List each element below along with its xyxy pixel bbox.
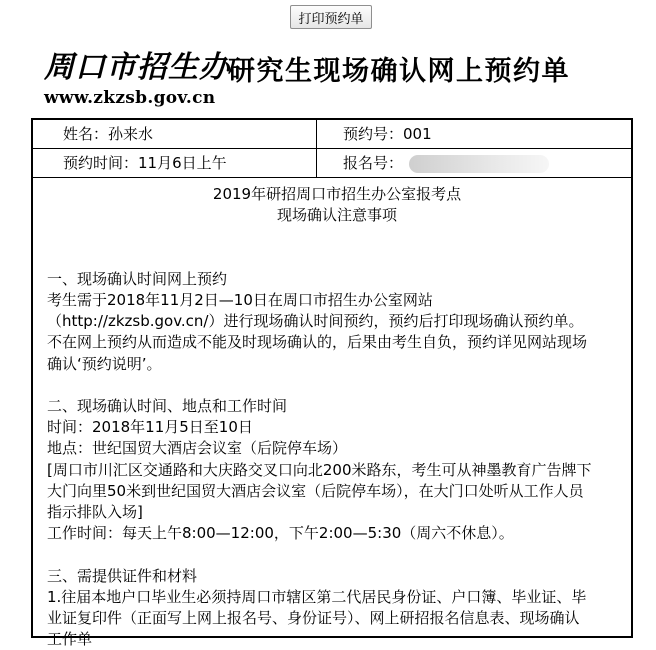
section-line: 确认‘预约说明’。 xyxy=(47,354,162,373)
notice-heading-line: 现场确认注意事项 xyxy=(276,206,397,225)
name-label: 姓名： xyxy=(63,125,109,143)
section-title: 一、现场确认时间网上预约 xyxy=(47,269,228,288)
info-row-1 xyxy=(33,120,631,149)
notice-heading xyxy=(47,184,627,226)
section-line: 不在网上预约从而造成不能及时现场确认的，后果由考生自负，预约详见网站现场 xyxy=(47,333,588,352)
section-line: 大门向里50米到世纪国贸大酒店会议室（后院停车场），在大门口处听从工作人员 xyxy=(47,481,584,500)
section-line: 1.往届本地户口毕业生必须持周口市辖区第二代居民身份证、户口簿、毕业证、毕 xyxy=(47,587,587,606)
booking-no-value: 001 xyxy=(403,125,432,143)
logo-name: 周口市招生办 xyxy=(44,50,230,85)
name-cell xyxy=(63,120,153,148)
notice-section xyxy=(47,180,627,650)
info-row-2 xyxy=(33,149,631,178)
page-title: 研究生现场确认网上预约单 xyxy=(228,56,570,87)
section-line: 指示排队入场] xyxy=(47,503,143,521)
notice-section-1 xyxy=(47,269,627,375)
notice-section-2 xyxy=(47,396,627,544)
section-line: 地点：世纪国贸大酒店会议室（后院停车场） xyxy=(47,439,348,458)
notice-section-3 xyxy=(47,566,627,650)
booking-no-label: 预约号： xyxy=(343,125,404,143)
redacted-reg-no xyxy=(409,155,549,173)
notice-heading-line: 2019年研招周口市招生办公室报考点 xyxy=(212,185,462,203)
booking-time-cell xyxy=(63,149,227,177)
logo xyxy=(44,50,230,108)
section-line: 工作单 xyxy=(47,630,93,649)
section-line: 业证复印件（正面写上网上报名号、身份证号）、网上研招报名信息表、现场确认 xyxy=(47,609,580,627)
section-line: 工作时间：每天上午8:00—12:00，下午2:00—5:30（周六不休息）。 xyxy=(47,524,514,543)
reg-no-cell xyxy=(343,149,549,177)
section-line: 考生需于2018年11月2日—10日在周口市招生办公室网站 xyxy=(47,290,433,309)
booking-no-cell xyxy=(343,120,432,148)
booking-time-label: 预约时间： xyxy=(63,154,139,172)
reg-no-label: 报名号： xyxy=(343,154,404,172)
name-value: 孙来水 xyxy=(108,125,154,143)
logo-url: www.zkzsb.gov.cn xyxy=(44,88,216,108)
booking-time-value: 11月6日上午 xyxy=(138,154,227,172)
section-title: 三、需提供证件和材料 xyxy=(47,566,198,585)
section-line: （http://zkzsb.gov.cn/）进行现场确认时间预约，预约后打印现场确认预约单。 xyxy=(47,312,584,331)
print-button[interactable]: 打印预约单 xyxy=(290,5,372,29)
section-title: 二、现场确认时间、地点和工作时间 xyxy=(47,396,288,415)
section-line: 时间：2018年11月5日至10日 xyxy=(47,418,253,437)
section-line: [周口市川汇区交通路和大庆路交叉口向北200米路东，考生可从神墨教育广告牌下 xyxy=(47,460,592,479)
booking-sheet xyxy=(31,118,633,649)
